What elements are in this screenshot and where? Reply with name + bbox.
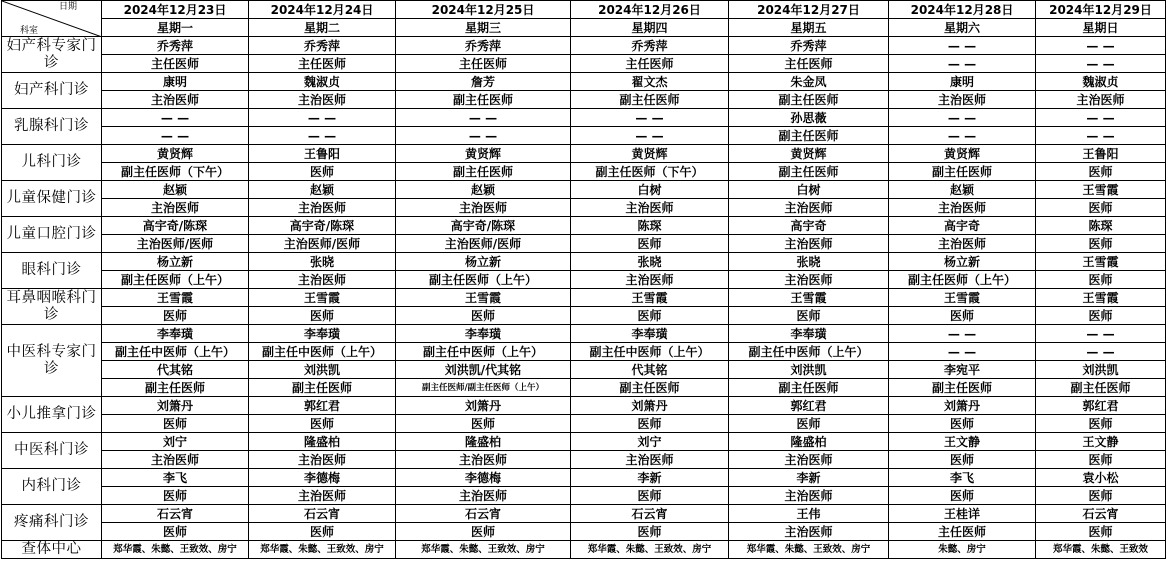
doctor-name-cell: 白树 [571, 181, 729, 199]
doctor-name-cell: 王鲁阳 [1036, 145, 1166, 163]
doctor-name-cell: 李新 [729, 469, 889, 487]
weekday-header: 星期五 [729, 19, 889, 37]
doctor-title-cell: 医师 [1036, 523, 1166, 541]
weekday-header: 星期二 [249, 19, 396, 37]
doctor-name-cell: 乔秀萍 [729, 37, 889, 55]
doctor-name-cell: 杨立新 [889, 253, 1036, 271]
doctor-title-cell: — — [1036, 343, 1166, 361]
doctor-title-cell: 医师 [102, 487, 249, 505]
checkup-staff-cell: 郑华霞、朱懿、王致效、房宁 [249, 541, 396, 559]
department-name: 中医科门诊 [2, 433, 102, 469]
doctor-title-cell: 医师 [571, 523, 729, 541]
schedule-row [2, 505, 1166, 523]
weekday-header: 星期六 [889, 19, 1036, 37]
doctor-title-cell: 副主任中医师（上午） [729, 343, 889, 361]
doctor-name-cell: 孙思薇 [729, 109, 889, 127]
doctor-title-cell: 主治医师 [729, 487, 889, 505]
doctor-name-cell: 王雪霞 [1036, 289, 1166, 307]
doctor-name-cell: 黄贤辉 [102, 145, 249, 163]
schedule-row [2, 361, 1166, 379]
department-name: 查体中心 [2, 541, 102, 559]
doctor-title-cell: — — [1036, 55, 1166, 73]
schedule-row [2, 217, 1166, 235]
checkup-staff-cell: 郑华霞、朱懿、王致效 [1036, 541, 1166, 559]
doctor-name-cell: 乔秀萍 [102, 37, 249, 55]
schedule-row [2, 163, 1166, 181]
doctor-title-cell: 副主任医师 [571, 379, 729, 397]
doctor-name-cell: — — [571, 109, 729, 127]
doctor-title-cell: 医师 [102, 523, 249, 541]
doctor-name-cell: 李德梅 [249, 469, 396, 487]
doctor-name-cell: — — [249, 109, 396, 127]
doctor-title-cell: 副主任医师（上午） [889, 271, 1036, 289]
doctor-title-cell: 主治医师 [249, 451, 396, 469]
doctor-title-cell: 医师 [396, 307, 571, 325]
doctor-title-cell: 副主任医师/副主任医师（上午） [396, 379, 571, 397]
doctor-name-cell: 王鲁阳 [249, 145, 396, 163]
doctor-title-cell: 医师 [102, 307, 249, 325]
doctor-title-cell: 副主任医师 [396, 163, 571, 181]
doctor-title-cell: 副主任中医师（上午） [102, 343, 249, 361]
schedule-row [2, 433, 1166, 451]
department-name: 妇产科门诊 [2, 73, 102, 109]
doctor-title-cell: 主治医师 [249, 271, 396, 289]
schedule-row [2, 271, 1166, 289]
doctor-title-cell: 主治医师 [889, 91, 1036, 109]
doctor-title-cell: 副主任中医师（上午） [571, 343, 729, 361]
doctor-name-cell: 隆盛柏 [396, 433, 571, 451]
doctor-name-cell: 刘洪凯/代其铭 [396, 361, 571, 379]
schedule-table [1, 0, 1166, 559]
doctor-name-cell: 代其铭 [571, 361, 729, 379]
doctor-name-cell: 黄贤辉 [729, 145, 889, 163]
department-name: 小儿推拿门诊 [2, 397, 102, 433]
doctor-name-cell: 隆盛柏 [729, 433, 889, 451]
doctor-title-cell: 副主任中医师（上午） [249, 343, 396, 361]
doctor-title-cell: 副主任医师 [571, 91, 729, 109]
doctor-name-cell: 王雪霞 [1036, 181, 1166, 199]
doctor-name-cell: 王雪霞 [1036, 253, 1166, 271]
schedule-row [2, 523, 1166, 541]
weekday-header: 星期四 [571, 19, 729, 37]
doctor-name-cell: 高宇奇 [729, 217, 889, 235]
doctor-name-cell: 代其铭 [102, 361, 249, 379]
doctor-name-cell: 隆盛柏 [249, 433, 396, 451]
doctor-name-cell: 乔秀萍 [249, 37, 396, 55]
doctor-title-cell: 医师 [1036, 415, 1166, 433]
doctor-title-cell: 主任医师 [729, 55, 889, 73]
doctor-title-cell: 主治医师 [729, 523, 889, 541]
doctor-title-cell: 医师 [1036, 235, 1166, 253]
doctor-title-cell: 主任医师 [249, 55, 396, 73]
doctor-name-cell: 刘洪凯 [1036, 361, 1166, 379]
doctor-name-cell: 石云宵 [396, 505, 571, 523]
doctor-title-cell: 主治医师 [571, 271, 729, 289]
doctor-name-cell: 刘箫丹 [396, 397, 571, 415]
schedule-row [2, 415, 1166, 433]
doctor-name-cell: 王伟 [729, 505, 889, 523]
doctor-title-cell: 副主任中医师（上午） [396, 343, 571, 361]
doctor-title-cell: 主任医师 [396, 55, 571, 73]
doctor-title-cell: 副主任医师 [889, 163, 1036, 181]
weekday-header: 星期三 [396, 19, 571, 37]
doctor-title-cell: 医师 [249, 307, 396, 325]
doctor-name-cell: 王文静 [889, 433, 1036, 451]
doctor-title-cell: 医师 [729, 415, 889, 433]
doctor-name-cell: — — [889, 109, 1036, 127]
doctor-name-cell: — — [102, 109, 249, 127]
doctor-name-cell: 詹芳 [396, 73, 571, 91]
doctor-name-cell: 白树 [729, 181, 889, 199]
doctor-title-cell: 副主任医师 [889, 379, 1036, 397]
schedule-row [2, 91, 1166, 109]
checkup-staff-cell: 朱懿、房宁 [889, 541, 1036, 559]
department-name: 内科门诊 [2, 469, 102, 505]
checkup-staff-cell: 郑华霞、朱懿、王致效、房宁 [729, 541, 889, 559]
doctor-name-cell: 陈琛 [1036, 217, 1166, 235]
doctor-name-cell: 李奉璜 [102, 325, 249, 343]
doctor-title-cell: 副主任医师 [729, 379, 889, 397]
doctor-name-cell: 李飞 [889, 469, 1036, 487]
doctor-title-cell: — — [249, 127, 396, 145]
schedule-row [2, 199, 1166, 217]
corner-diagonal [2, 1, 102, 37]
doctor-name-cell: — — [889, 37, 1036, 55]
department-name: 儿童口腔门诊 [2, 217, 102, 253]
doctor-title-cell: 主治医师 [571, 451, 729, 469]
doctor-name-cell: 刘宁 [102, 433, 249, 451]
doctor-name-cell: 刘洪凯 [249, 361, 396, 379]
schedule-row [2, 55, 1166, 73]
doctor-name-cell: 高宇奇/陈琛 [102, 217, 249, 235]
schedule-row [2, 469, 1166, 487]
doctor-name-cell: 李奉璜 [571, 325, 729, 343]
doctor-name-cell: 李奉璜 [729, 325, 889, 343]
doctor-title-cell: 医师 [889, 451, 1036, 469]
department-name: 耳鼻咽喉科门诊 [2, 289, 102, 325]
doctor-name-cell: 高宇奇 [889, 217, 1036, 235]
doctor-name-cell: 赵颖 [396, 181, 571, 199]
doctor-name-cell: 刘宁 [571, 433, 729, 451]
schedule-row [2, 37, 1166, 55]
doctor-title-cell: — — [889, 55, 1036, 73]
schedule-row [2, 343, 1166, 361]
doctor-name-cell: 袁小松 [1036, 469, 1166, 487]
doctor-title-cell: 副主任医师 [729, 163, 889, 181]
schedule-row [2, 289, 1166, 307]
doctor-name-cell: 朱金凤 [729, 73, 889, 91]
doctor-name-cell: 黄贤辉 [396, 145, 571, 163]
doctor-name-cell: 王雪霞 [729, 289, 889, 307]
schedule-row [2, 127, 1166, 145]
doctor-name-cell: 张晓 [729, 253, 889, 271]
department-name: 疼痛科门诊 [2, 505, 102, 541]
date-header: 2024年12月24日 [249, 1, 396, 19]
weekday-header-row [2, 19, 1166, 37]
doctor-name-cell: 石云宵 [571, 505, 729, 523]
doctor-name-cell: — — [1036, 325, 1166, 343]
doctor-title-cell: 主治医师/医师 [249, 235, 396, 253]
doctor-name-cell: 高宇奇/陈琛 [396, 217, 571, 235]
doctor-name-cell: 李飞 [102, 469, 249, 487]
doctor-title-cell: — — [102, 127, 249, 145]
doctor-title-cell: 副主任医师 [729, 127, 889, 145]
doctor-name-cell: 王雪霞 [396, 289, 571, 307]
doctor-title-cell: 副主任医师 [102, 379, 249, 397]
doctor-name-cell: 杨立新 [102, 253, 249, 271]
doctor-title-cell: 副主任医师 [1036, 379, 1166, 397]
doctor-title-cell: 主治医师 [249, 487, 396, 505]
doctor-name-cell: 乔秀萍 [396, 37, 571, 55]
doctor-title-cell: 副主任医师（下午） [571, 163, 729, 181]
doctor-name-cell: — — [396, 109, 571, 127]
doctor-name-cell: 赵颖 [102, 181, 249, 199]
doctor-title-cell: 医师 [1036, 487, 1166, 505]
schedule-row [2, 235, 1166, 253]
doctor-title-cell: — — [889, 127, 1036, 145]
doctor-title-cell: 医师 [571, 487, 729, 505]
doctor-title-cell: 医师 [102, 415, 249, 433]
doctor-title-cell: 医师 [1036, 307, 1166, 325]
doctor-name-cell: 黄贤辉 [571, 145, 729, 163]
doctor-name-cell: 王雪霞 [102, 289, 249, 307]
doctor-title-cell: 主治医师 [102, 451, 249, 469]
doctor-name-cell: — — [1036, 37, 1166, 55]
doctor-name-cell: 赵颖 [249, 181, 396, 199]
doctor-title-cell: 副主任医师（上午） [396, 271, 571, 289]
doctor-title-cell: 主治医师 [249, 91, 396, 109]
date-header: 2024年12月26日 [571, 1, 729, 19]
schedule-row [2, 181, 1166, 199]
doctor-name-cell: 翟文杰 [571, 73, 729, 91]
doctor-title-cell: 副主任医师 [396, 91, 571, 109]
doctor-title-cell: 主治医师 [102, 91, 249, 109]
doctor-name-cell: 王文静 [1036, 433, 1166, 451]
schedule-row [2, 253, 1166, 271]
doctor-name-cell: 王雪霞 [571, 289, 729, 307]
department-name: 乳腺科门诊 [2, 109, 102, 145]
doctor-name-cell: 王雪霞 [249, 289, 396, 307]
schedule-row [2, 109, 1166, 127]
date-header: 2024年12月28日 [889, 1, 1036, 19]
doctor-title-cell: 主治医师 [1036, 91, 1166, 109]
department-name: 中医科专家门诊 [2, 325, 102, 397]
schedule-row [2, 397, 1166, 415]
weekday-header: 星期日 [1036, 19, 1166, 37]
doctor-title-cell: 主治医师 [729, 199, 889, 217]
doctor-title-cell: 医师 [571, 235, 729, 253]
doctor-title-cell: 医师 [1036, 451, 1166, 469]
weekday-header: 星期一 [102, 19, 249, 37]
date-header: 2024年12月29日 [1036, 1, 1166, 19]
doctor-title-cell: 医师 [1036, 163, 1166, 181]
doctor-title-cell: 主治医师 [396, 199, 571, 217]
schedule-row [2, 145, 1166, 163]
doctor-title-cell: 主治医师 [249, 199, 396, 217]
doctor-title-cell: 主治医师 [729, 235, 889, 253]
doctor-name-cell: 刘洪凯 [729, 361, 889, 379]
department-name: 儿科门诊 [2, 145, 102, 181]
department-name: 妇产科专家门诊 [2, 37, 102, 73]
doctor-name-cell: 石云宵 [1036, 505, 1166, 523]
doctor-name-cell: 王桂详 [889, 505, 1036, 523]
doctor-name-cell: 李宛平 [889, 361, 1036, 379]
doctor-title-cell: 主治医师 [729, 271, 889, 289]
checkup-staff-cell: 郑华霞、朱懿、王致效、房宁 [571, 541, 729, 559]
doctor-name-cell: 郭红君 [249, 397, 396, 415]
doctor-name-cell: 张晓 [249, 253, 396, 271]
doctor-name-cell: 魏淑贞 [249, 73, 396, 91]
doctor-title-cell: 医师 [1036, 199, 1166, 217]
checkup-staff-cell: 郑华霞、朱懿、王致效、房宁 [102, 541, 249, 559]
doctor-name-cell: 李奉璜 [249, 325, 396, 343]
doctor-name-cell: 乔秀萍 [571, 37, 729, 55]
doctor-title-cell: 主治医师 [889, 199, 1036, 217]
doctor-name-cell: 李奉璜 [396, 325, 571, 343]
corner-date-label: 日期 [58, 2, 77, 12]
doctor-title-cell: 主任医师 [889, 523, 1036, 541]
doctor-name-cell: 石云宵 [102, 505, 249, 523]
doctor-title-cell: — — [571, 127, 729, 145]
doctor-name-cell: — — [889, 325, 1036, 343]
doctor-title-cell: 医师 [396, 523, 571, 541]
doctor-title-cell: — — [1036, 127, 1166, 145]
doctor-name-cell: 赵颖 [889, 181, 1036, 199]
checkup-staff-cell: 郑华霞、朱懿、王致效、房宁 [396, 541, 571, 559]
doctor-title-cell: — — [889, 343, 1036, 361]
doctor-title-cell: 副主任医师 [729, 91, 889, 109]
doctor-name-cell: 陈琛 [571, 217, 729, 235]
doctor-title-cell: 主治医师 [396, 451, 571, 469]
doctor-name-cell: 石云宵 [249, 505, 396, 523]
checkup-row [2, 541, 1166, 559]
department-name: 眼科门诊 [2, 253, 102, 289]
doctor-title-cell: 主治医师/医师 [102, 235, 249, 253]
doctor-title-cell: 主治医师 [571, 199, 729, 217]
doctor-title-cell: 医师 [889, 415, 1036, 433]
doctor-title-cell: 副主任医师 [249, 379, 396, 397]
doctor-title-cell: 主治医师 [396, 487, 571, 505]
doctor-name-cell: 李德梅 [396, 469, 571, 487]
doctor-title-cell: 主治医师 [729, 451, 889, 469]
doctor-title-cell: 医师 [889, 307, 1036, 325]
doctor-name-cell: 高宇奇/陈琛 [249, 217, 396, 235]
corner-dept-label: 科室 [20, 26, 39, 36]
doctor-title-cell: 副主任医师（下午） [102, 163, 249, 181]
doctor-name-cell: 刘箫丹 [102, 397, 249, 415]
doctor-name-cell: 张晓 [571, 253, 729, 271]
schedule-row [2, 73, 1166, 91]
doctor-title-cell: 主治医师 [102, 199, 249, 217]
doctor-name-cell: 黄贤辉 [889, 145, 1036, 163]
schedule-row [2, 325, 1166, 343]
date-header: 2024年12月27日 [729, 1, 889, 19]
doctor-name-cell: 魏淑贞 [1036, 73, 1166, 91]
doctor-title-cell: — — [396, 127, 571, 145]
date-header-row [2, 1, 1166, 19]
doctor-title-cell: 医师 [571, 307, 729, 325]
schedule-row [2, 379, 1166, 397]
doctor-name-cell: 杨立新 [396, 253, 571, 271]
doctor-title-cell: 医师 [889, 487, 1036, 505]
schedule-row [2, 307, 1166, 325]
doctor-title-cell: 医师 [249, 415, 396, 433]
schedule-row [2, 487, 1166, 505]
doctor-title-cell: 医师 [249, 523, 396, 541]
doctor-title-cell: 医师 [729, 307, 889, 325]
date-header: 2024年12月23日 [102, 1, 249, 19]
doctor-title-cell: 副主任医师（上午） [102, 271, 249, 289]
department-name: 儿童保健门诊 [2, 181, 102, 217]
doctor-name-cell: 李新 [571, 469, 729, 487]
corner-header [2, 1, 102, 37]
doctor-title-cell: 主任医师 [102, 55, 249, 73]
doctor-title-cell: 医师 [249, 163, 396, 181]
doctor-title-cell: 主治医师/医师 [396, 235, 571, 253]
doctor-title-cell: 主治医师 [889, 235, 1036, 253]
doctor-title-cell: 主任医师 [571, 55, 729, 73]
doctor-title-cell: 医师 [571, 415, 729, 433]
doctor-name-cell: — — [1036, 109, 1166, 127]
doctor-title-cell: 医师 [1036, 271, 1166, 289]
doctor-name-cell: 郭红君 [729, 397, 889, 415]
doctor-name-cell: 刘箫丹 [889, 397, 1036, 415]
doctor-name-cell: 王雪霞 [889, 289, 1036, 307]
schedule-row [2, 451, 1166, 469]
doctor-name-cell: 康明 [889, 73, 1036, 91]
doctor-name-cell: 康明 [102, 73, 249, 91]
doctor-title-cell: 医师 [396, 415, 571, 433]
doctor-name-cell: 郭红君 [1036, 397, 1166, 415]
doctor-name-cell: 刘箫丹 [571, 397, 729, 415]
date-header: 2024年12月25日 [396, 1, 571, 19]
